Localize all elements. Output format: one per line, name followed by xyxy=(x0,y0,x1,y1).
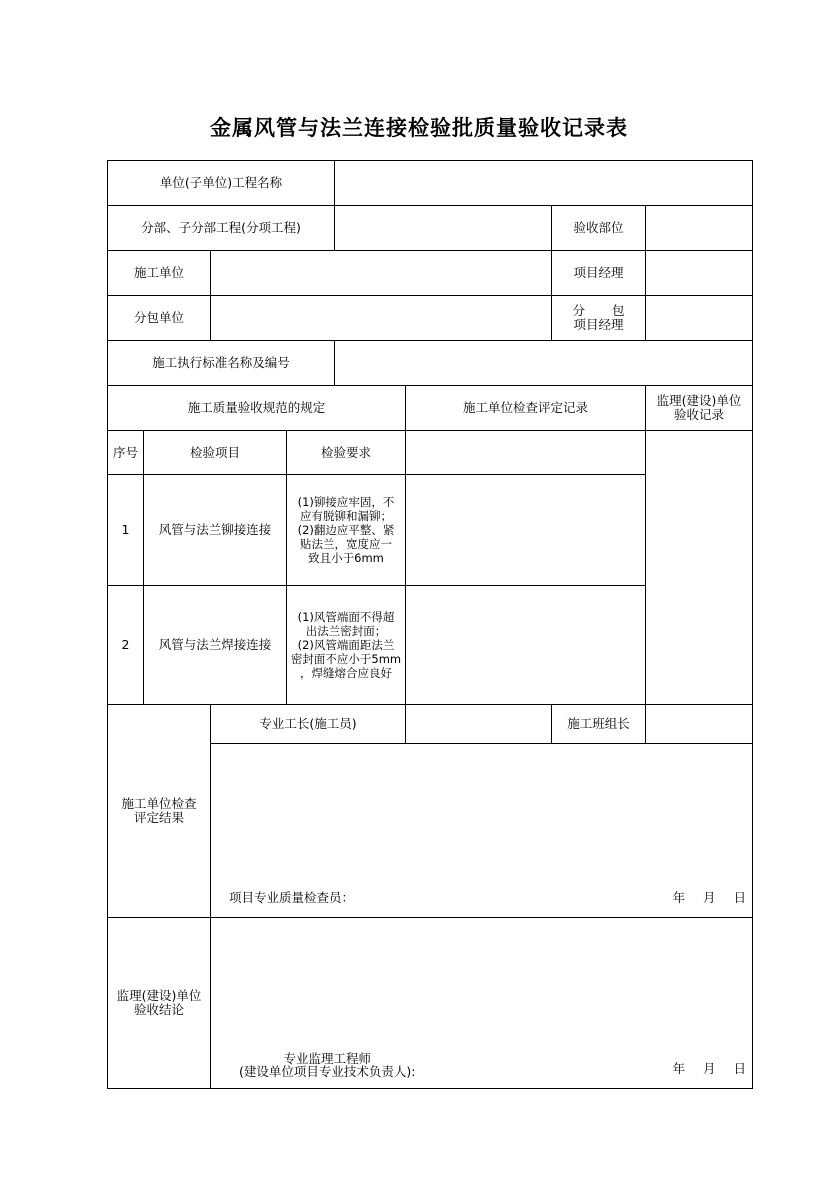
item-header: 检验项目 xyxy=(144,431,287,475)
quality-spec-header: 施工质量验收规范的规定 xyxy=(108,386,406,431)
req-line: (1)风管端面不得超 xyxy=(297,610,395,624)
subcontract-pm-label xyxy=(552,296,646,341)
standard-name-value[interactable] xyxy=(335,341,753,386)
seq-header: 序号 xyxy=(108,431,144,475)
conclusion-date: 年 月 日 xyxy=(672,1061,747,1076)
supervision-record-line1: 监理(建设)单位 xyxy=(656,393,742,408)
conclusion-label xyxy=(108,918,211,1089)
req-line: 贴法兰，宽度应一 xyxy=(300,537,392,551)
result-body[interactable] xyxy=(211,744,753,918)
construction-unit-label: 施工单位 xyxy=(108,251,211,296)
engineer-line2: (建设单位项目专业技术负责人): xyxy=(239,1064,416,1079)
check-record-cell-header[interactable] xyxy=(406,431,646,475)
req-line: (1)铆接应牢固，不 xyxy=(297,495,395,509)
unit-project-name-label: 单位(子单位)工程名称 xyxy=(108,161,335,206)
inspector-label: 项目专业质量检查员： xyxy=(229,890,355,905)
acceptance-part-value[interactable] xyxy=(646,206,753,251)
supervision-record-line2: 验收记录 xyxy=(674,407,725,422)
engineer-label xyxy=(239,1052,415,1078)
team-leader-label: 施工班组长 xyxy=(552,705,646,744)
acceptance-record-table xyxy=(107,160,753,1089)
subcontract-pm-value[interactable] xyxy=(646,296,753,341)
subcontract-pm-char-a: 分 xyxy=(572,303,586,318)
req-line: 密封面不应小于5mm xyxy=(290,652,402,666)
result-label xyxy=(108,705,211,918)
division-project-value[interactable] xyxy=(335,206,552,251)
item-check-record[interactable] xyxy=(406,475,646,586)
result-label-line2: 评定结果 xyxy=(133,810,184,825)
subcontract-unit-value[interactable] xyxy=(211,296,552,341)
team-leader-value[interactable] xyxy=(646,705,753,744)
req-line: 出法兰密封面； xyxy=(305,624,387,638)
conclusion-label-line2: 验收结论 xyxy=(133,1002,184,1017)
item-name: 风管与法兰焊接连接 xyxy=(144,586,287,705)
division-project-label: 分部、子分部工程(分项工程) xyxy=(108,206,335,251)
foreman-value[interactable] xyxy=(406,705,552,744)
item-name: 风管与法兰铆接连接 xyxy=(144,475,287,586)
acceptance-part-label: 验收部位 xyxy=(552,206,646,251)
result-label-line1: 施工单位检查 xyxy=(121,796,197,811)
project-manager-value[interactable] xyxy=(646,251,753,296)
standard-name-label: 施工执行标准名称及编号 xyxy=(108,341,335,386)
item-check-record[interactable] xyxy=(406,586,646,705)
supervision-record-cell[interactable] xyxy=(646,431,753,705)
unit-project-name-value[interactable] xyxy=(335,161,753,206)
result-date: 年 月 日 xyxy=(672,890,747,905)
conclusion-label-line1: 监理(建设)单位 xyxy=(116,988,202,1003)
item-requirement xyxy=(287,586,406,705)
form-title: 金属风管与法兰连接检验批质量验收记录表 xyxy=(210,115,628,140)
req-line: ，焊缝熔合应良好 xyxy=(300,666,392,680)
construction-unit-value[interactable] xyxy=(211,251,552,296)
subcontract-pm-line2: 项目经理 xyxy=(573,317,624,332)
req-line: 致且小于6mm xyxy=(308,551,384,565)
check-record-header: 施工单位检查评定记录 xyxy=(406,386,646,431)
item-seq: 1 xyxy=(108,475,144,586)
req-line: (2)风管端面距法兰 xyxy=(297,638,395,652)
subcontract-pm-line1 xyxy=(573,304,625,318)
conclusion-body[interactable] xyxy=(211,918,753,1089)
subcontract-unit-label: 分包单位 xyxy=(108,296,211,341)
subcontract-pm-char-b: 包 xyxy=(612,303,625,318)
requirement-header: 检验要求 xyxy=(287,431,406,475)
req-line: 应有脱铆和漏铆； xyxy=(300,509,392,523)
req-line: (2)翻边应平整、紧 xyxy=(297,523,395,537)
supervision-record-header xyxy=(646,386,753,431)
foreman-label: 专业工长(施工员) xyxy=(211,705,406,744)
item-requirement xyxy=(287,475,406,586)
engineer-line1: 专业监理工程师 xyxy=(283,1051,371,1066)
item-seq: 2 xyxy=(108,586,144,705)
project-manager-label: 项目经理 xyxy=(552,251,646,296)
